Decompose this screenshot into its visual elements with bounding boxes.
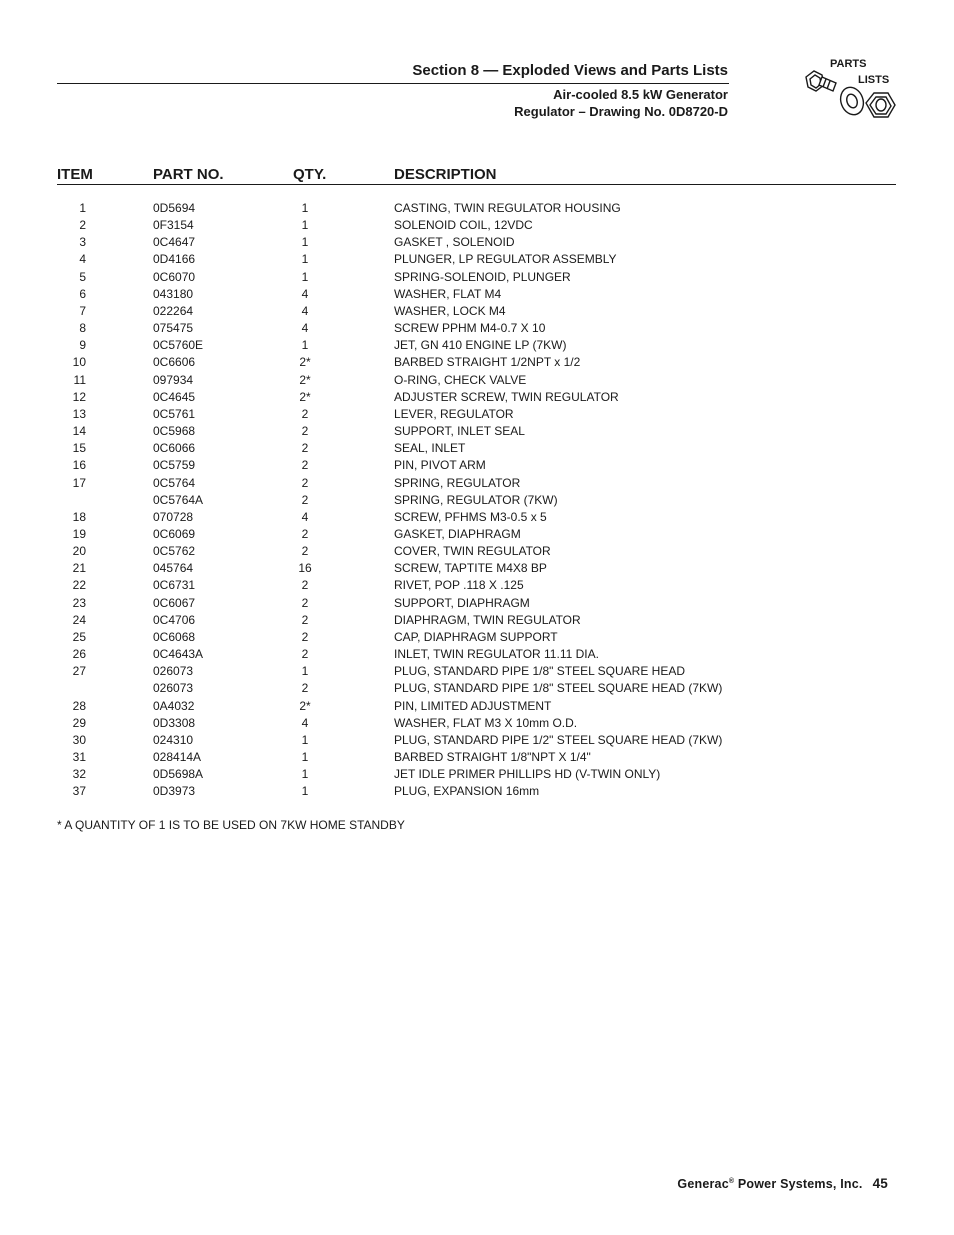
part-number: 0C5762	[153, 544, 196, 559]
description: GASKET , SOLENOID	[394, 235, 515, 250]
table-row	[0, 492, 954, 509]
washer-icon	[837, 84, 867, 118]
description: PLUG, EXPANSION 16mm	[394, 784, 540, 799]
part-number: 045764	[153, 561, 194, 576]
table-row	[0, 457, 954, 474]
part-number: 0F3154	[153, 218, 194, 233]
description: SPRING, REGULATOR (7KW)	[394, 492, 558, 507]
item-number: 26	[72, 647, 86, 662]
column-header-qty: QTY.	[293, 166, 327, 183]
part-number: 043180	[153, 286, 194, 301]
description: SPRING-SOLENOID, PLUNGER	[394, 269, 571, 284]
table-row	[0, 749, 954, 766]
part-number: 0C4645	[153, 389, 196, 404]
table-row	[0, 698, 954, 715]
item-number: 17	[72, 475, 86, 490]
quantity: 2*	[299, 698, 311, 713]
subtitle-generator: Air-cooled 8.5 kW Generator	[553, 87, 728, 102]
quantity: 1	[301, 338, 309, 353]
quantity: 2	[301, 458, 309, 473]
part-number: 028414A	[153, 750, 202, 764]
quantity: 2	[301, 578, 309, 593]
description: JET, GN 410 ENGINE LP (7KW)	[394, 338, 567, 353]
table-row	[0, 251, 954, 268]
part-number: 0D3973	[153, 784, 196, 799]
part-number: 097934	[153, 372, 194, 387]
item-number: 7	[79, 303, 86, 318]
table-row	[0, 732, 954, 749]
item-number: 12	[72, 389, 86, 404]
description: SEAL, INLET	[394, 441, 466, 456]
part-number: 0C5764	[153, 475, 196, 490]
table-header-rule	[57, 184, 896, 185]
item-number: 9	[79, 338, 86, 353]
quantity: 4	[301, 509, 309, 524]
quantity: 1	[301, 750, 309, 764]
part-number: 0C6731	[153, 578, 196, 593]
footer-company: Generac	[677, 1177, 729, 1191]
part-number: 0C5968	[153, 424, 196, 439]
table-row	[0, 423, 954, 440]
quantity: 4	[301, 286, 309, 301]
quantity: 4	[301, 303, 309, 318]
item-number: 31	[72, 750, 86, 764]
quantity: 16	[298, 561, 312, 576]
item-number: 8	[79, 321, 86, 336]
part-number: 022264	[153, 303, 194, 318]
description: SPRING, REGULATOR	[394, 475, 521, 490]
table-row	[0, 406, 954, 423]
quantity: 2*	[299, 355, 311, 370]
description: LEVER, REGULATOR	[394, 406, 514, 421]
quantity: 2*	[299, 389, 311, 404]
description: PLUG, STANDARD PIPE 1/8" STEEL SQUARE HEAD	[394, 664, 686, 679]
quantity: 1	[301, 664, 309, 679]
table-row	[0, 629, 954, 646]
description: CAP, DIAPHRAGM SUPPORT	[394, 629, 558, 644]
item-number: 18	[72, 509, 86, 524]
description: PIN, LIMITED ADJUSTMENT	[394, 698, 552, 713]
description: BARBED STRAIGHT 1/2NPT x 1/2	[394, 355, 581, 370]
description: COVER, TWIN REGULATOR	[394, 544, 551, 559]
quantity: 2	[301, 424, 309, 439]
logo-text-lists: LISTS	[858, 74, 890, 86]
table-row	[0, 269, 954, 286]
description: SCREW PPHM M4-0.7 X 10	[394, 321, 546, 336]
description: WASHER, FLAT M3 X 10mm O.D.	[394, 715, 578, 730]
parts-lists-logo	[800, 55, 900, 131]
table-row	[0, 646, 954, 663]
item-number: 5	[79, 269, 86, 284]
table-row	[0, 526, 954, 543]
table-row	[0, 303, 954, 320]
table-row	[0, 595, 954, 612]
quantity: 1	[301, 235, 309, 250]
item-number: 29	[72, 715, 86, 730]
part-number: 0C4706	[153, 612, 196, 627]
column-header-item: ITEM	[57, 166, 93, 183]
quantity: 2	[301, 526, 309, 541]
item-number: 22	[72, 578, 86, 593]
quantity: 2	[301, 406, 309, 421]
table-row	[0, 337, 954, 354]
table-row	[0, 680, 954, 697]
description: PLUG, STANDARD PIPE 1/2" STEEL SQUARE HEAD (7KW)	[394, 732, 723, 747]
description: PIN, PIVOT ARM	[394, 458, 486, 473]
item-number: 1	[79, 201, 86, 215]
quantity: 2	[301, 441, 309, 456]
description: WASHER, FLAT M4	[394, 286, 502, 301]
part-number: 0C6069	[153, 526, 196, 541]
description: JET IDLE PRIMER PHILLIPS HD (V-TWIN ONLY)	[394, 767, 661, 782]
description: GASKET, DIAPHRAGM	[394, 526, 521, 541]
part-number: 0C6606	[153, 355, 196, 370]
item-number: 6	[79, 286, 86, 301]
item-number: 28	[72, 698, 86, 713]
column-header-part-no: PART NO.	[153, 166, 224, 183]
quantity: 1	[301, 218, 309, 233]
part-number: 075475	[153, 321, 194, 336]
quantity: 2	[301, 492, 309, 507]
section-title: Section 8 — Exploded Views and Parts Lists	[412, 62, 728, 79]
description: WASHER, LOCK M4	[394, 303, 506, 318]
quantity: 2	[301, 544, 309, 559]
description: SCREW, TAPTITE M4X8 BP	[394, 561, 547, 576]
quantity: 2	[301, 595, 309, 610]
parts-table-body	[0, 200, 954, 800]
part-number: 0D3308	[153, 715, 196, 730]
description: PLUNGER, LP REGULATOR ASSEMBLY	[394, 252, 617, 267]
table-row	[0, 715, 954, 732]
table-row	[0, 577, 954, 594]
footer-company-suffix: Power Systems, Inc.	[734, 1177, 863, 1191]
part-number: 026073	[153, 681, 194, 696]
table-row	[0, 286, 954, 303]
part-number: 0C5761	[153, 406, 196, 421]
description: INLET, TWIN REGULATOR 11.11 DIA.	[394, 647, 599, 662]
table-row	[0, 320, 954, 337]
description: DIAPHRAGM, TWIN REGULATOR	[394, 612, 581, 627]
item-number: 23	[72, 595, 86, 610]
description: ADJUSTER SCREW, TWIN REGULATOR	[394, 389, 619, 404]
item-number: 19	[72, 526, 86, 541]
subtitle-drawing: Regulator – Drawing No. 0D8720-D	[514, 104, 728, 119]
part-number: 0D5694	[153, 201, 196, 215]
part-number: 0C6067	[153, 595, 196, 610]
table-row	[0, 234, 954, 251]
description: SCREW, PFHMS M3-0.5 x 5	[394, 509, 547, 524]
item-number: 15	[72, 441, 86, 456]
item-number: 37	[72, 784, 86, 799]
item-number: 10	[72, 355, 86, 370]
table-row	[0, 766, 954, 783]
quantity: 2	[301, 681, 309, 696]
item-number: 4	[79, 252, 86, 267]
part-number: 0C5764A	[153, 492, 204, 507]
item-number: 24	[72, 612, 86, 627]
table-row	[0, 389, 954, 406]
column-header-description: DESCRIPTION	[394, 166, 497, 183]
item-number: 32	[72, 767, 86, 782]
page-number: 45	[872, 1176, 888, 1191]
quantity: 2*	[299, 372, 311, 387]
quantity: 1	[301, 732, 309, 747]
quantity: 1	[301, 784, 309, 799]
quantity: 4	[301, 715, 309, 730]
table-row	[0, 560, 954, 577]
description: O-RING, CHECK VALVE	[394, 372, 527, 387]
logo-text-parts: PARTS	[830, 58, 867, 70]
table-row	[0, 509, 954, 526]
item-number: 16	[72, 458, 86, 473]
registered-mark: ®	[728, 1177, 735, 1185]
page-footer	[677, 1176, 888, 1191]
part-number: 0C4647	[153, 235, 196, 250]
table-row	[0, 612, 954, 629]
quantity: 4	[301, 321, 309, 336]
description: CASTING, TWIN REGULATOR HOUSING	[394, 201, 621, 215]
item-number: 2	[79, 218, 86, 233]
nut-icon	[866, 93, 895, 117]
part-number: 0C4643A	[153, 647, 204, 662]
table-row	[0, 440, 954, 457]
table-row	[0, 217, 954, 234]
quantity: 2	[301, 475, 309, 490]
item-number: 13	[72, 406, 86, 421]
part-number: 0C6066	[153, 441, 196, 456]
part-number: 0C6068	[153, 629, 196, 644]
header-rule	[57, 83, 729, 84]
item-number: 11	[73, 372, 86, 387]
part-number: 0D4166	[153, 252, 196, 267]
quantity: 1	[301, 252, 309, 267]
item-number: 27	[72, 664, 86, 679]
table-row	[0, 372, 954, 389]
description: SUPPORT, INLET SEAL	[394, 424, 525, 439]
quantity: 2	[301, 629, 309, 644]
quantity: 2	[301, 612, 309, 627]
item-number: 14	[72, 424, 86, 439]
part-number: 0D5698A	[153, 767, 204, 782]
table-row	[0, 475, 954, 492]
item-number: 30	[72, 732, 86, 747]
footnote: * A QUANTITY OF 1 IS TO BE USED ON 7KW HOME STANDBY	[57, 818, 405, 832]
description: PLUG, STANDARD PIPE 1/8" STEEL SQUARE HEAD (7KW)	[394, 681, 723, 696]
table-row	[0, 783, 954, 800]
item-number: 20	[72, 544, 86, 559]
table-row	[0, 543, 954, 560]
item-number: 3	[79, 235, 86, 250]
description: SOLENOID COIL, 12VDC	[394, 218, 533, 233]
part-number: 0C5759	[153, 458, 196, 473]
part-number: 070728	[153, 509, 194, 524]
table-row	[0, 200, 954, 217]
item-number: 25	[72, 629, 86, 644]
part-number: 024310	[153, 732, 194, 747]
part-number: 0A4032	[153, 698, 195, 713]
table-row	[0, 663, 954, 680]
part-number: 0C6070	[153, 269, 196, 284]
bolt-icon	[806, 71, 836, 91]
part-number: 0C5760E	[153, 338, 204, 353]
quantity: 1	[301, 269, 309, 284]
description: BARBED STRAIGHT 1/8"NPT X 1/4"	[394, 750, 591, 764]
description: SUPPORT, DIAPHRAGM	[394, 595, 530, 610]
item-number: 21	[72, 561, 86, 576]
description: RIVET, POP .118 X .125	[394, 578, 524, 593]
quantity: 1	[301, 201, 309, 215]
table-row	[0, 354, 954, 371]
quantity: 1	[301, 767, 309, 782]
part-number: 026073	[153, 664, 194, 679]
quantity: 2	[301, 647, 309, 662]
